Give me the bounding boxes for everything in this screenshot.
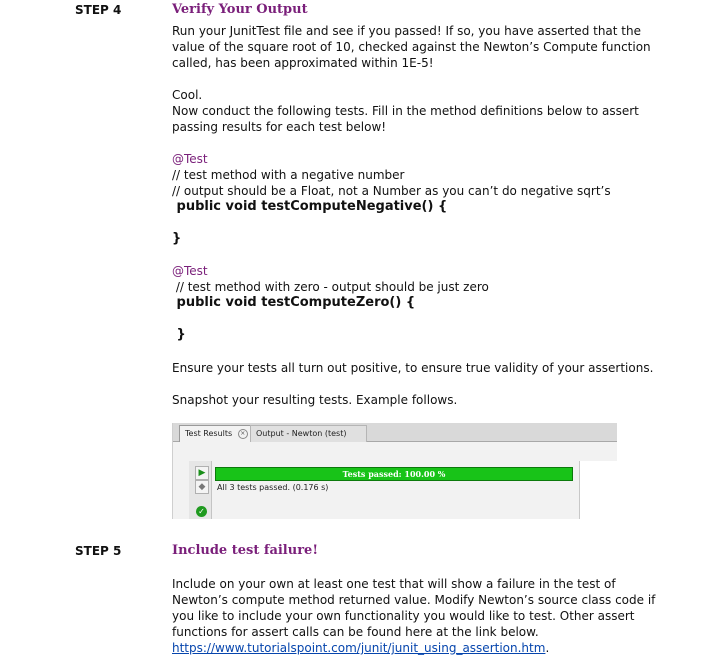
test-annotation: @Test	[172, 264, 208, 278]
tab-bar	[173, 423, 617, 442]
closing-brace: }	[172, 327, 186, 342]
test-summary: All 3 tests passed. (0.176 s)	[217, 483, 329, 492]
closing-brace: }	[172, 231, 182, 246]
intro-line: Run your JunitTest file and see if you passed! If so, you have asserted that the	[172, 24, 641, 38]
code-comment: // test method with a negative number	[172, 168, 405, 182]
check-icon: ✓	[196, 506, 207, 517]
step-5-label: STEP 5	[75, 544, 122, 558]
method-signature: public void testComputeNegative() {	[172, 199, 448, 214]
step-5-line: Include on your own at least one test that will show a failure in the test of	[172, 577, 616, 591]
step-4-title: Verify Your Output	[172, 2, 308, 17]
intro-line: value of the square root of 10, checked against the Newton’s Compute function	[172, 40, 651, 54]
test-negative-block	[172, 151, 652, 247]
step-5-line: Newton’s compute method returned value. Modify Newton’s source class code if	[172, 593, 656, 607]
step-5-text	[172, 576, 656, 656]
ensure-text: Ensure your tests all turn out positive, to ensure true validity of your assertions.	[172, 361, 654, 375]
step-5-line: functions for assert calls can be found here at the link below.	[172, 625, 539, 639]
step-5-line: you like to include your own functionality you would like to test. Other assert	[172, 609, 635, 623]
instruction-line: Now conduct the following tests. Fill in the method definitions below to assert	[172, 104, 639, 118]
test-zero-block	[172, 263, 652, 343]
progress-label: Tests passed: 100.00 %	[342, 469, 446, 479]
intro-line: called, has been approximated within 1E-5!	[172, 56, 434, 70]
test-annotation: @Test	[172, 152, 208, 166]
cool-text: Cool.	[172, 88, 203, 102]
snapshot-text: Snapshot your resulting tests. Example follows.	[172, 393, 458, 407]
filter-icon[interactable]: ◆	[195, 480, 209, 494]
step-5-title: Include test failure!	[172, 543, 319, 558]
test-results-screenshot	[172, 423, 617, 519]
rerun-icon[interactable]: ▶	[195, 466, 209, 480]
step-4-intro	[172, 23, 652, 71]
instructions	[172, 87, 652, 135]
method-signature: public void testComputeZero() {	[172, 295, 416, 310]
link-suffix: .	[545, 641, 550, 655]
tab-test-results[interactable]	[179, 425, 254, 442]
results-pane	[579, 461, 617, 519]
blank-line	[172, 311, 652, 327]
step-4-label: STEP 4	[75, 3, 122, 17]
code-comment: // output should be a Float, not a Number as you can’t do negative sqrt’s	[172, 184, 611, 198]
assertion-link[interactable]: https://www.tutorialspoint.com/junit/junit_using_assertion.htm	[172, 641, 546, 655]
close-icon[interactable]: ×	[238, 429, 248, 439]
blank-line	[172, 215, 652, 231]
code-comment: // test method with zero - output should be just zero	[172, 280, 489, 294]
progress-bar	[215, 467, 573, 481]
tab-output[interactable]: Output - Newton (test)	[250, 425, 367, 442]
tab-label: Test Results	[185, 429, 233, 438]
instruction-line: passing results for each test below!	[172, 120, 387, 134]
